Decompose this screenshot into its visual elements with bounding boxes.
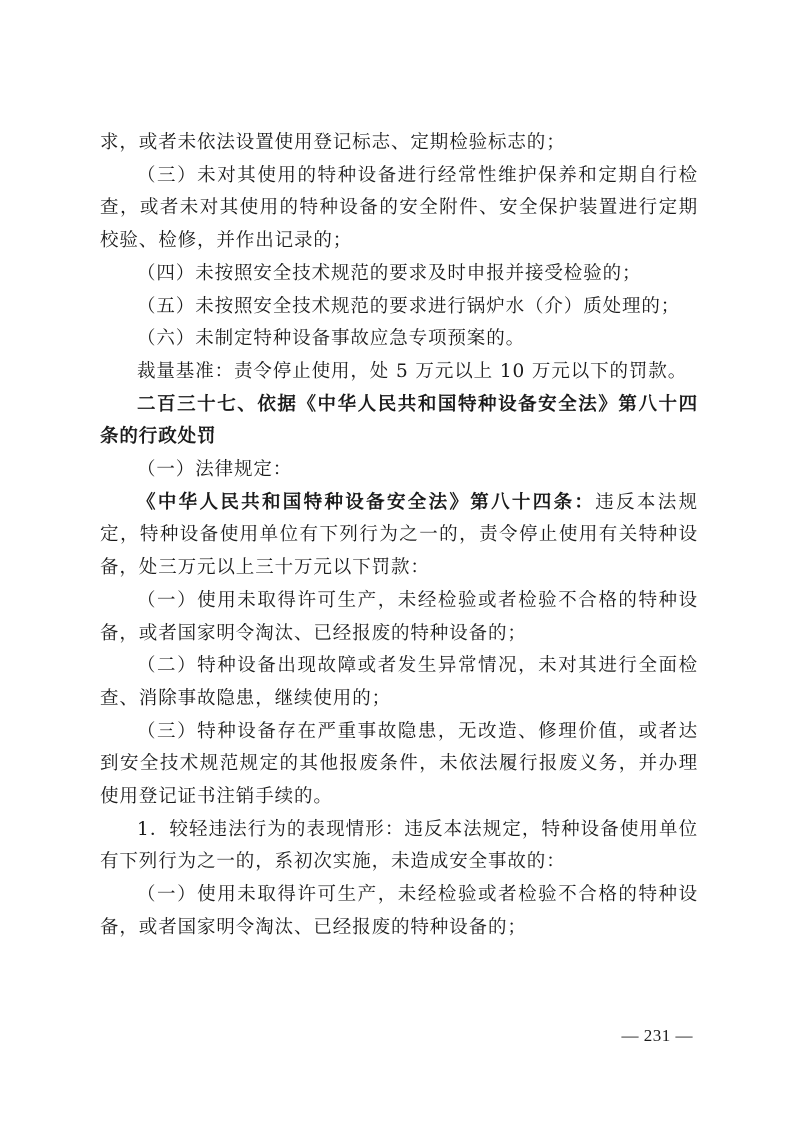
law-article-title: 《中华人民共和国特种设备安全法》第八十四条： bbox=[137, 491, 596, 513]
paragraph-law-article bbox=[100, 487, 698, 585]
paragraph-discretion: 裁量基准：责令停止使用，处 5 万元以上 10 万元以下的罚款。 bbox=[137, 360, 688, 382]
document-body bbox=[100, 127, 698, 945]
paragraph-law-item-3: （三）特种设备存在严重事故隐患，无改造、修理价值，或者达到安全技术规范规定的其他报废条件，未依法履行报废义务，并办理使用登记证书注销手续的。 bbox=[100, 720, 698, 808]
paragraph-law-item-1: （一）使用未取得许可生产，未经检验或者检验不合格的特种设备，或者国家明令淘汰、已经报废的特种设备的； bbox=[100, 589, 698, 644]
section-heading: 二百三十七、依据《中华人民共和国特种设备安全法》第八十四条的行政处罚 bbox=[100, 393, 698, 448]
subheading-legal: （一）法律规定： bbox=[137, 459, 293, 481]
paragraph-minor-case: 1．较轻违法行为的表现情形：违反本法规定，特种设备使用单位有下列行为之一的，系初次实施，未造成安全事故的： bbox=[100, 818, 698, 873]
paragraph-item-6: （六）未制定特种设备事故应急专项预案的。 bbox=[137, 328, 526, 350]
paragraph-item-5: （五）未按照安全技术规范的要求进行锅炉水（介）质处理的； bbox=[137, 295, 681, 317]
paragraph-law-item-2: （二）特种设备出现故障或者发生异常情况，未对其进行全面检查、消除事故隐患，继续使用的； bbox=[100, 655, 698, 709]
paragraph-continuation: 求，或者未依法设置使用登记标志、定期检验标志的； bbox=[100, 132, 566, 153]
paragraph-minor-item-1: （一）使用未取得许可生产，未经检验或者检验不合格的特种设备，或者国家明令淘汰、已经报废的特种设备的； bbox=[100, 884, 698, 938]
page-number: — 231 — bbox=[621, 1026, 693, 1045]
paragraph-item-4: （四）未按照安全技术规范的要求及时申报并接受检验的； bbox=[137, 262, 642, 284]
law-article-text: 违反本法规定，特种设备使用单位有下列行为之一的，责令停止使用有关特种设备，处三万元以上三十万元以下罚款： bbox=[100, 491, 698, 579]
paragraph-item-3: （三）未对其使用的特种设备进行经常性维护保养和定期自行检查，或者未对其使用的特种设备的安全附件、安全保护装置进行定期校验、检修，并作出记录的； bbox=[100, 164, 698, 252]
